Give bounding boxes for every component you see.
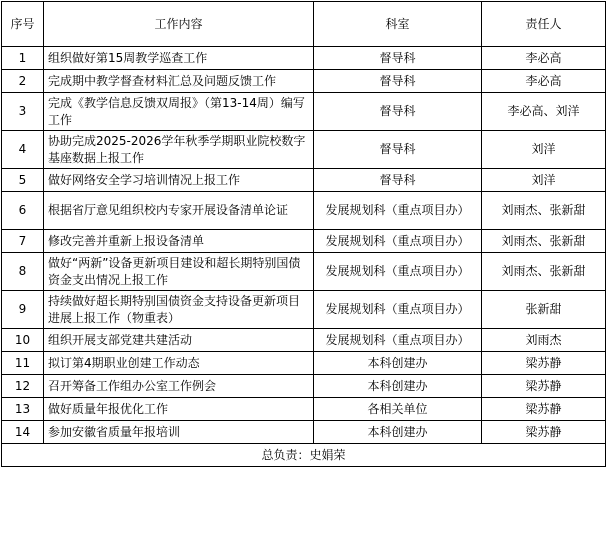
row-owner: 梁苏静 xyxy=(482,375,606,398)
footer-responsible: 总负责：史娟荣 xyxy=(2,444,606,467)
table-row xyxy=(2,398,606,421)
row-no: 3 xyxy=(2,93,44,131)
row-owner: 李必高 xyxy=(482,70,606,93)
work-schedule-table xyxy=(1,1,606,467)
row-dept: 本科创建办 xyxy=(314,375,482,398)
header-no: 序号 xyxy=(2,2,44,47)
footer-row xyxy=(2,444,606,467)
table-header-row xyxy=(2,2,606,47)
row-task: 修改完善并重新上报设备清单 xyxy=(44,230,314,253)
table-row xyxy=(2,352,606,375)
row-dept: 督导科 xyxy=(314,47,482,70)
row-owner: 梁苏静 xyxy=(482,421,606,444)
row-task: 持续做好超长期特别国债资金支持设备更新项目进展上报工作（物重表） xyxy=(44,291,314,329)
row-task: 协助完成2025-2026学年秋季学期职业院校数字基座数据上报工作 xyxy=(44,131,314,169)
row-dept: 发展规划科（重点项目办） xyxy=(314,329,482,352)
row-no: 8 xyxy=(2,253,44,291)
table-row xyxy=(2,329,606,352)
row-dept: 发展规划科（重点项目办） xyxy=(314,291,482,329)
row-no: 4 xyxy=(2,131,44,169)
row-no: 5 xyxy=(2,169,44,192)
row-no: 1 xyxy=(2,47,44,70)
row-task: 组织开展支部党建共建活动 xyxy=(44,329,314,352)
row-no: 2 xyxy=(2,70,44,93)
row-task: 组织做好第15周教学巡查工作 xyxy=(44,47,314,70)
table-row xyxy=(2,93,606,131)
table-row xyxy=(2,131,606,169)
row-owner: 刘洋 xyxy=(482,169,606,192)
header-owner: 责任人 xyxy=(482,2,606,47)
row-dept: 发展规划科（重点项目办） xyxy=(314,253,482,291)
row-task: 做好质量年报优化工作 xyxy=(44,398,314,421)
table-row xyxy=(2,253,606,291)
row-owner: 刘雨杰、张新甜 xyxy=(482,192,606,230)
row-dept: 发展规划科（重点项目办） xyxy=(314,230,482,253)
table-row xyxy=(2,47,606,70)
table-row xyxy=(2,375,606,398)
table-row xyxy=(2,70,606,93)
table-row xyxy=(2,169,606,192)
table-row xyxy=(2,230,606,253)
row-no: 9 xyxy=(2,291,44,329)
row-dept: 督导科 xyxy=(314,169,482,192)
row-dept: 督导科 xyxy=(314,93,482,131)
header-dept: 科室 xyxy=(314,2,482,47)
row-task: 完成《教学信息反馈双周报》（第13-14周）编写工作 xyxy=(44,93,314,131)
row-owner: 刘雨杰 xyxy=(482,329,606,352)
row-owner: 李必高、刘洋 xyxy=(482,93,606,131)
row-no: 10 xyxy=(2,329,44,352)
row-owner: 张新甜 xyxy=(482,291,606,329)
row-no: 6 xyxy=(2,192,44,230)
row-owner: 梁苏静 xyxy=(482,398,606,421)
row-dept: 各相关单位 xyxy=(314,398,482,421)
row-owner: 刘雨杰、张新甜 xyxy=(482,253,606,291)
row-no: 7 xyxy=(2,230,44,253)
row-no: 14 xyxy=(2,421,44,444)
table-row xyxy=(2,421,606,444)
row-dept: 本科创建办 xyxy=(314,421,482,444)
table-row xyxy=(2,192,606,230)
table-row xyxy=(2,291,606,329)
row-no: 12 xyxy=(2,375,44,398)
row-no: 13 xyxy=(2,398,44,421)
row-task: 做好网络安全学习培训情况上报工作 xyxy=(44,169,314,192)
row-dept: 发展规划科（重点项目办） xyxy=(314,192,482,230)
row-owner: 刘雨杰、张新甜 xyxy=(482,230,606,253)
row-owner: 李必高 xyxy=(482,47,606,70)
row-task: 做好“两新”设备更新项目建设和超长期特别国债资金支出情况上报工作 xyxy=(44,253,314,291)
row-task: 根据省厅意见组织校内专家开展设备清单论证 xyxy=(44,192,314,230)
row-dept: 督导科 xyxy=(314,131,482,169)
row-task: 拟订第4期职业创建工作动态 xyxy=(44,352,314,375)
row-task: 召开筹备工作组办公室工作例会 xyxy=(44,375,314,398)
row-owner: 刘洋 xyxy=(482,131,606,169)
row-no: 11 xyxy=(2,352,44,375)
row-task: 完成期中教学督查材料汇总及问题反馈工作 xyxy=(44,70,314,93)
row-owner: 梁苏静 xyxy=(482,352,606,375)
row-task: 参加安徽省质量年报培训 xyxy=(44,421,314,444)
row-dept: 本科创建办 xyxy=(314,352,482,375)
row-dept: 督导科 xyxy=(314,70,482,93)
header-task: 工作内容 xyxy=(44,2,314,47)
